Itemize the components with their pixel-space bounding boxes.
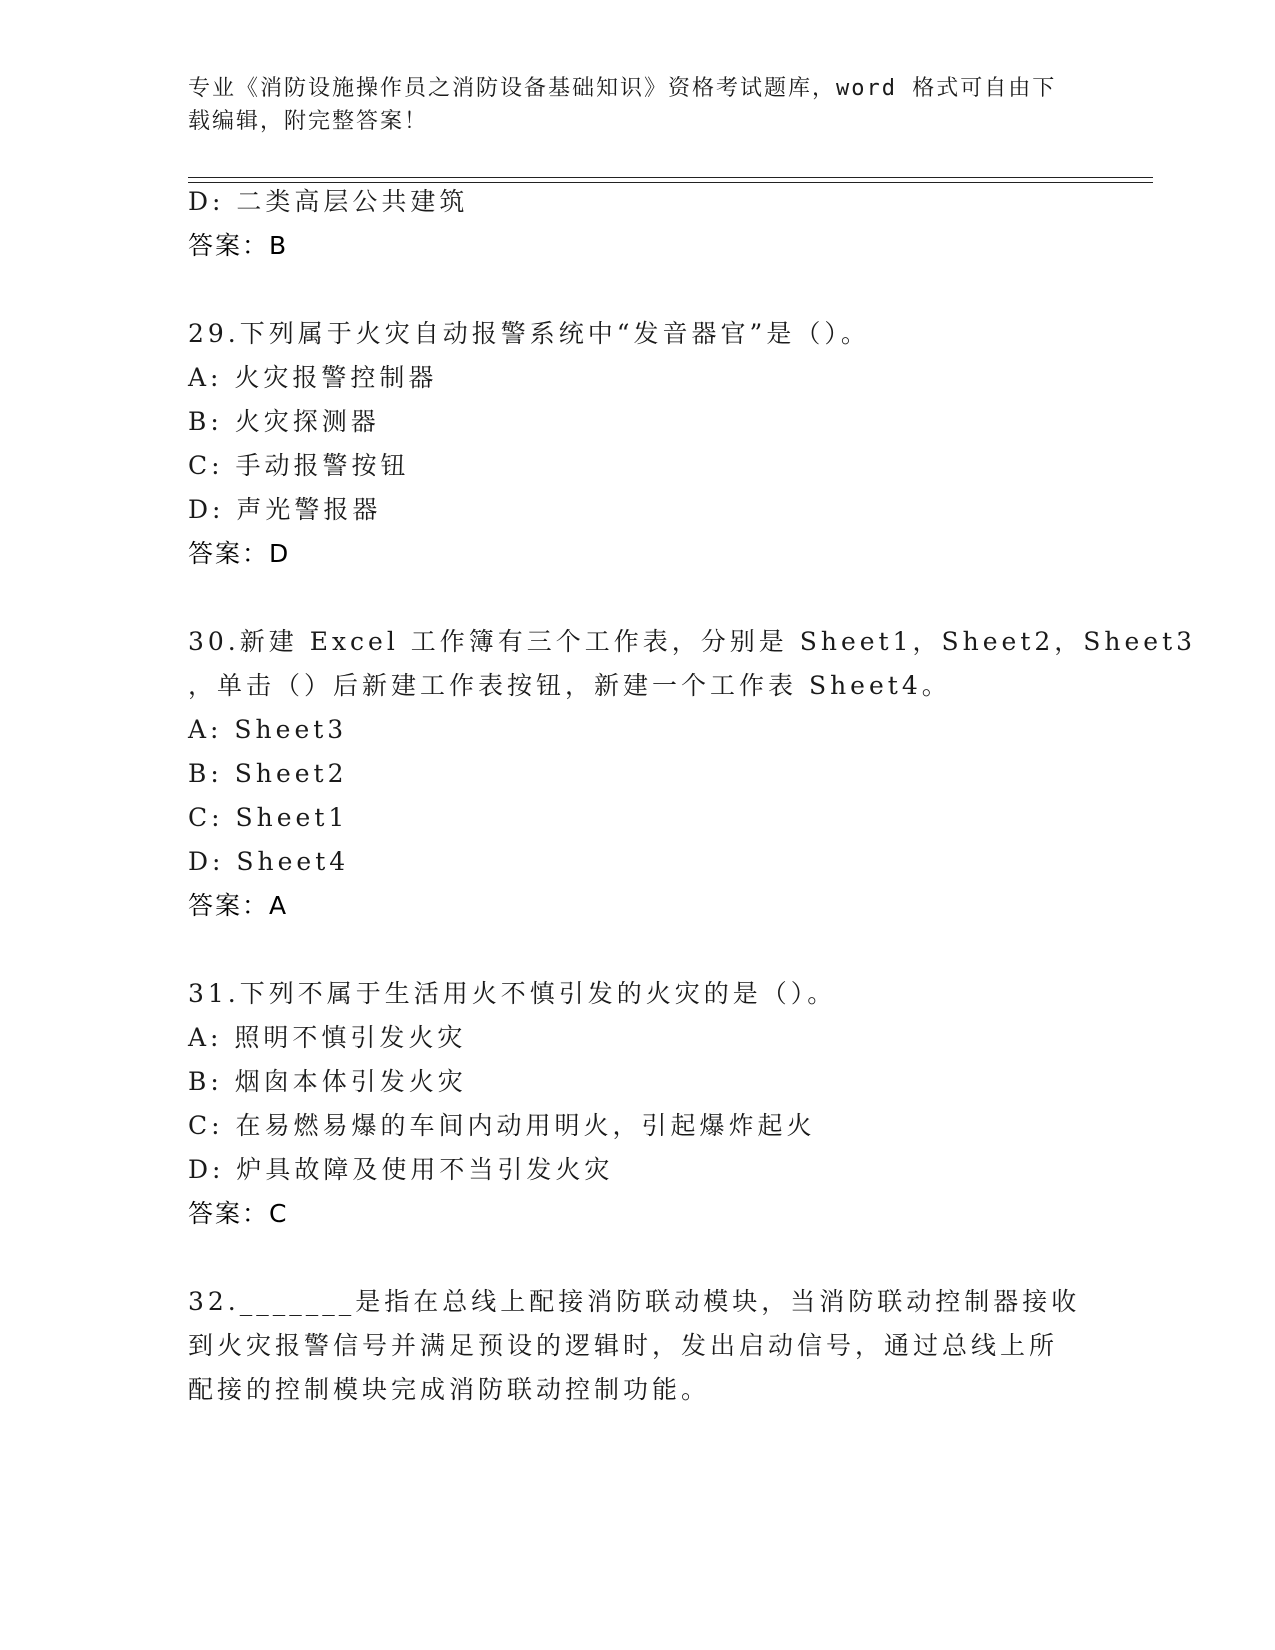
q32-stem-line-3: 配接的控制模块完成消防联动控制功能。	[188, 1375, 711, 1404]
page-header	[188, 72, 1068, 138]
q28-option-d: D: 二类高层公共建筑	[188, 187, 469, 216]
q32-stem-line-2: 到火灾报警信号并满足预设的逻辑时，发出启动信号，通过总线上所	[188, 1331, 1059, 1360]
q31-stem: 31.下列不属于生活用火不慎引发的火灾的是（）。	[188, 979, 837, 1008]
q29-answer: 答案：D	[188, 539, 291, 568]
q29-option-c: C: 手动报警按钮	[188, 451, 410, 480]
q31-option-b: B: 烟囱本体引发火灾	[188, 1067, 467, 1096]
q31-option-a: A: 照明不慎引发火灾	[188, 1023, 467, 1052]
header-title-line-1: 专业《消防设施操作员之消防设备基础知识》资格考试题库，word 格式可自由下	[188, 76, 1057, 101]
q30-stem-line-2: ，单击（）后新建工作表按钮，新建一个工作表 Sheet4。	[188, 671, 951, 700]
q29-stem: 29.下列属于火灾自动报警系统中“发音器官”是（）。	[188, 319, 870, 348]
q30-stem-line-1: 30.新建 Excel 工作簿有三个工作表，分别是 Sheet1，Sheet2，Sheet3	[188, 627, 1197, 656]
q30-answer: 答案：A	[188, 891, 289, 920]
q31-option-c: C: 在易燃易爆的车间内动用明火，引起爆炸起火	[188, 1111, 816, 1140]
q30-option-b: B: Sheet2	[188, 759, 348, 788]
header-title-line-2: 载编辑，附完整答案！	[188, 109, 429, 134]
q29-option-b: B: 火灾探测器	[188, 407, 380, 436]
header-divider-bottom	[188, 182, 1153, 183]
q31-option-d: D: 炉具故障及使用不当引发火灾	[188, 1155, 614, 1184]
q30-option-d: D: Sheet4	[188, 847, 350, 876]
q32-stem-line-1: 32._______是指在总线上配接消防联动模块，当消防联动控制器接收	[188, 1287, 1081, 1316]
q31-answer: 答案：C	[188, 1199, 289, 1228]
header-divider-top	[188, 177, 1153, 178]
q29-option-a: A: 火灾报警控制器	[188, 363, 438, 392]
q28-answer: 答案：B	[188, 231, 289, 260]
q30-option-a: A: Sheet3	[188, 715, 348, 744]
q29-option-d: D: 声光警报器	[188, 495, 382, 524]
q30-option-c: C: Sheet1	[188, 803, 349, 832]
